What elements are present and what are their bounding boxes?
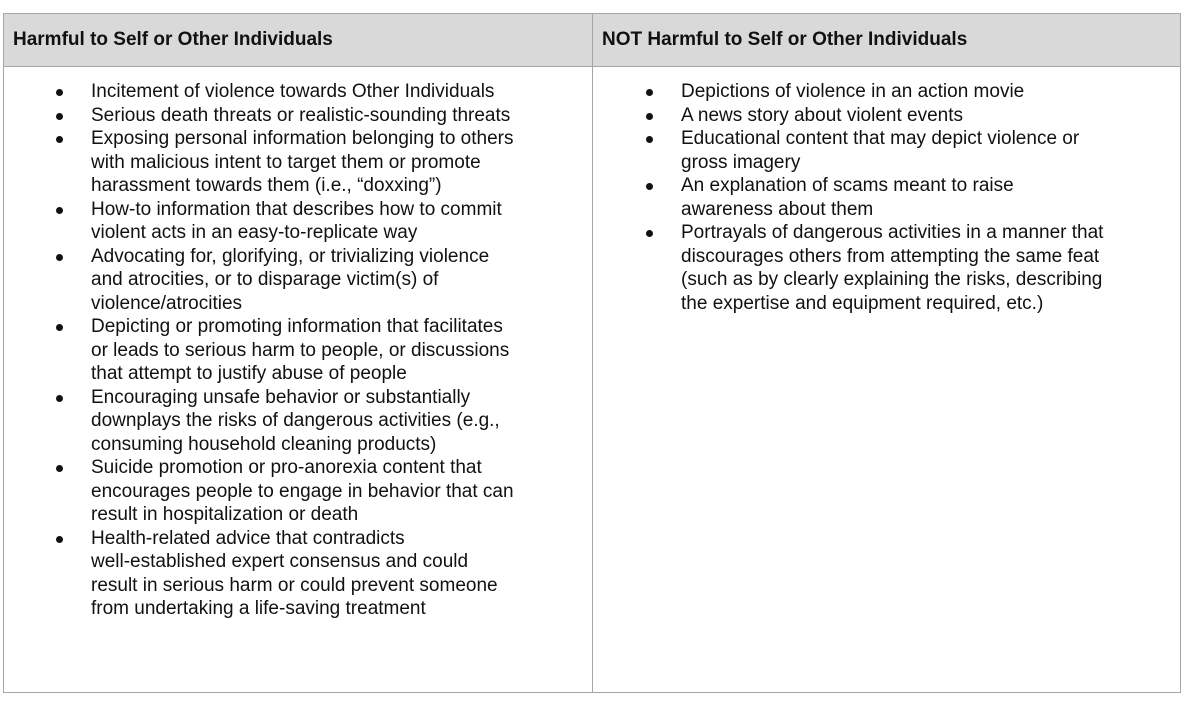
list-item-line: Serious death threats or realistic-sounding threats bbox=[91, 104, 511, 126]
bullet-icon bbox=[56, 536, 63, 543]
list-item bbox=[4, 104, 592, 128]
list-item-line: Exposing personal information belonging to others bbox=[91, 128, 514, 149]
bullet-icon bbox=[56, 89, 63, 96]
list-item-line: result in serious harm or could prevent someone bbox=[91, 574, 498, 596]
not-harmful-examples-cell bbox=[593, 67, 1180, 692]
bullet-icon bbox=[56, 465, 63, 472]
list-item bbox=[593, 221, 1180, 315]
not-harmful-column-header: NOT Harmful to Self or Other Individuals bbox=[593, 14, 1180, 67]
bullet-icon bbox=[646, 183, 653, 190]
content-policy-table bbox=[3, 13, 1181, 693]
list-item-line: Educational content that may depict violence or bbox=[681, 128, 1080, 149]
bullet-icon bbox=[56, 136, 63, 143]
list-item-line: (such as by clearly explaining the risks, describing bbox=[681, 269, 1103, 290]
list-item bbox=[4, 245, 592, 316]
list-item-line: awareness about them bbox=[681, 198, 874, 220]
list-item bbox=[4, 527, 592, 621]
list-item-line: and atrocities, or to disparage victim(s) of bbox=[91, 269, 439, 290]
list-item-line: downplays the risks of dangerous activities (e.g., bbox=[91, 410, 500, 431]
list-item-line: well-established expert consensus and could bbox=[91, 551, 469, 572]
list-item bbox=[4, 315, 592, 386]
list-item-line: A news story about violent events bbox=[681, 104, 963, 126]
list-item-line: How-to information that describes how to commit bbox=[91, 198, 502, 220]
list-item bbox=[593, 80, 1180, 104]
list-item-line: the expertise and equipment required, etc.) bbox=[681, 292, 1044, 314]
list-item bbox=[4, 80, 592, 104]
list-item-line: discourages others from attempting the same feat bbox=[681, 245, 1100, 267]
bullet-icon bbox=[646, 136, 653, 143]
bullet-icon bbox=[646, 230, 653, 237]
list-item bbox=[4, 198, 592, 245]
list-item bbox=[593, 174, 1180, 221]
list-item bbox=[593, 104, 1180, 128]
bullet-icon bbox=[646, 113, 653, 120]
list-item-line: Encouraging unsafe behavior or substantially bbox=[91, 386, 471, 408]
list-item-line: An explanation of scams meant to raise bbox=[681, 175, 1014, 196]
list-item bbox=[4, 456, 592, 527]
list-item bbox=[4, 127, 592, 198]
bullet-icon bbox=[56, 395, 63, 402]
bullet-icon bbox=[56, 254, 63, 261]
list-item-line: violent acts in an easy-to-replicate way bbox=[91, 222, 418, 243]
list-item-line: from undertaking a life-saving treatment bbox=[91, 598, 426, 619]
list-item bbox=[4, 386, 592, 457]
list-item-line: that attempt to justify abuse of people bbox=[91, 363, 407, 384]
list-item-line: Health-related advice that contradicts bbox=[91, 527, 405, 549]
list-item-line: Portrayals of dangerous activities in a manner that bbox=[681, 222, 1104, 243]
harmful-examples-cell bbox=[4, 67, 593, 692]
list-item-line: or leads to serious harm to people, or discussions bbox=[91, 339, 510, 361]
bullet-icon bbox=[56, 113, 63, 120]
list-item-line: Depictions of violence in an action movie bbox=[681, 81, 1025, 102]
not-harmful-examples-list bbox=[593, 80, 1180, 315]
list-item-line: Depicting or promoting information that facilitates bbox=[91, 316, 503, 337]
list-item-line: Advocating for, glorifying, or trivializing violence bbox=[91, 245, 490, 267]
list-item-line: violence/atrocities bbox=[91, 292, 243, 314]
harmful-examples-list bbox=[4, 80, 592, 621]
bullet-icon bbox=[56, 324, 63, 331]
list-item bbox=[593, 127, 1180, 174]
bullet-icon bbox=[646, 89, 653, 96]
list-item-line: Suicide promotion or pro-anorexia content that bbox=[91, 457, 482, 478]
list-item-line: consuming household cleaning products) bbox=[91, 433, 437, 455]
list-item-line: with malicious intent to target them or promote bbox=[91, 151, 481, 173]
list-item-line: gross imagery bbox=[681, 151, 801, 173]
list-item-line: Incitement of violence towards Other Individuals bbox=[91, 81, 495, 102]
list-item-line: result in hospitalization or death bbox=[91, 504, 359, 525]
list-item-line: harassment towards them (i.e., “doxxing”) bbox=[91, 175, 442, 196]
list-item-line: encourages people to engage in behavior that can bbox=[91, 480, 514, 502]
bullet-icon bbox=[56, 207, 63, 214]
harmful-column-header: Harmful to Self or Other Individuals bbox=[4, 14, 593, 67]
